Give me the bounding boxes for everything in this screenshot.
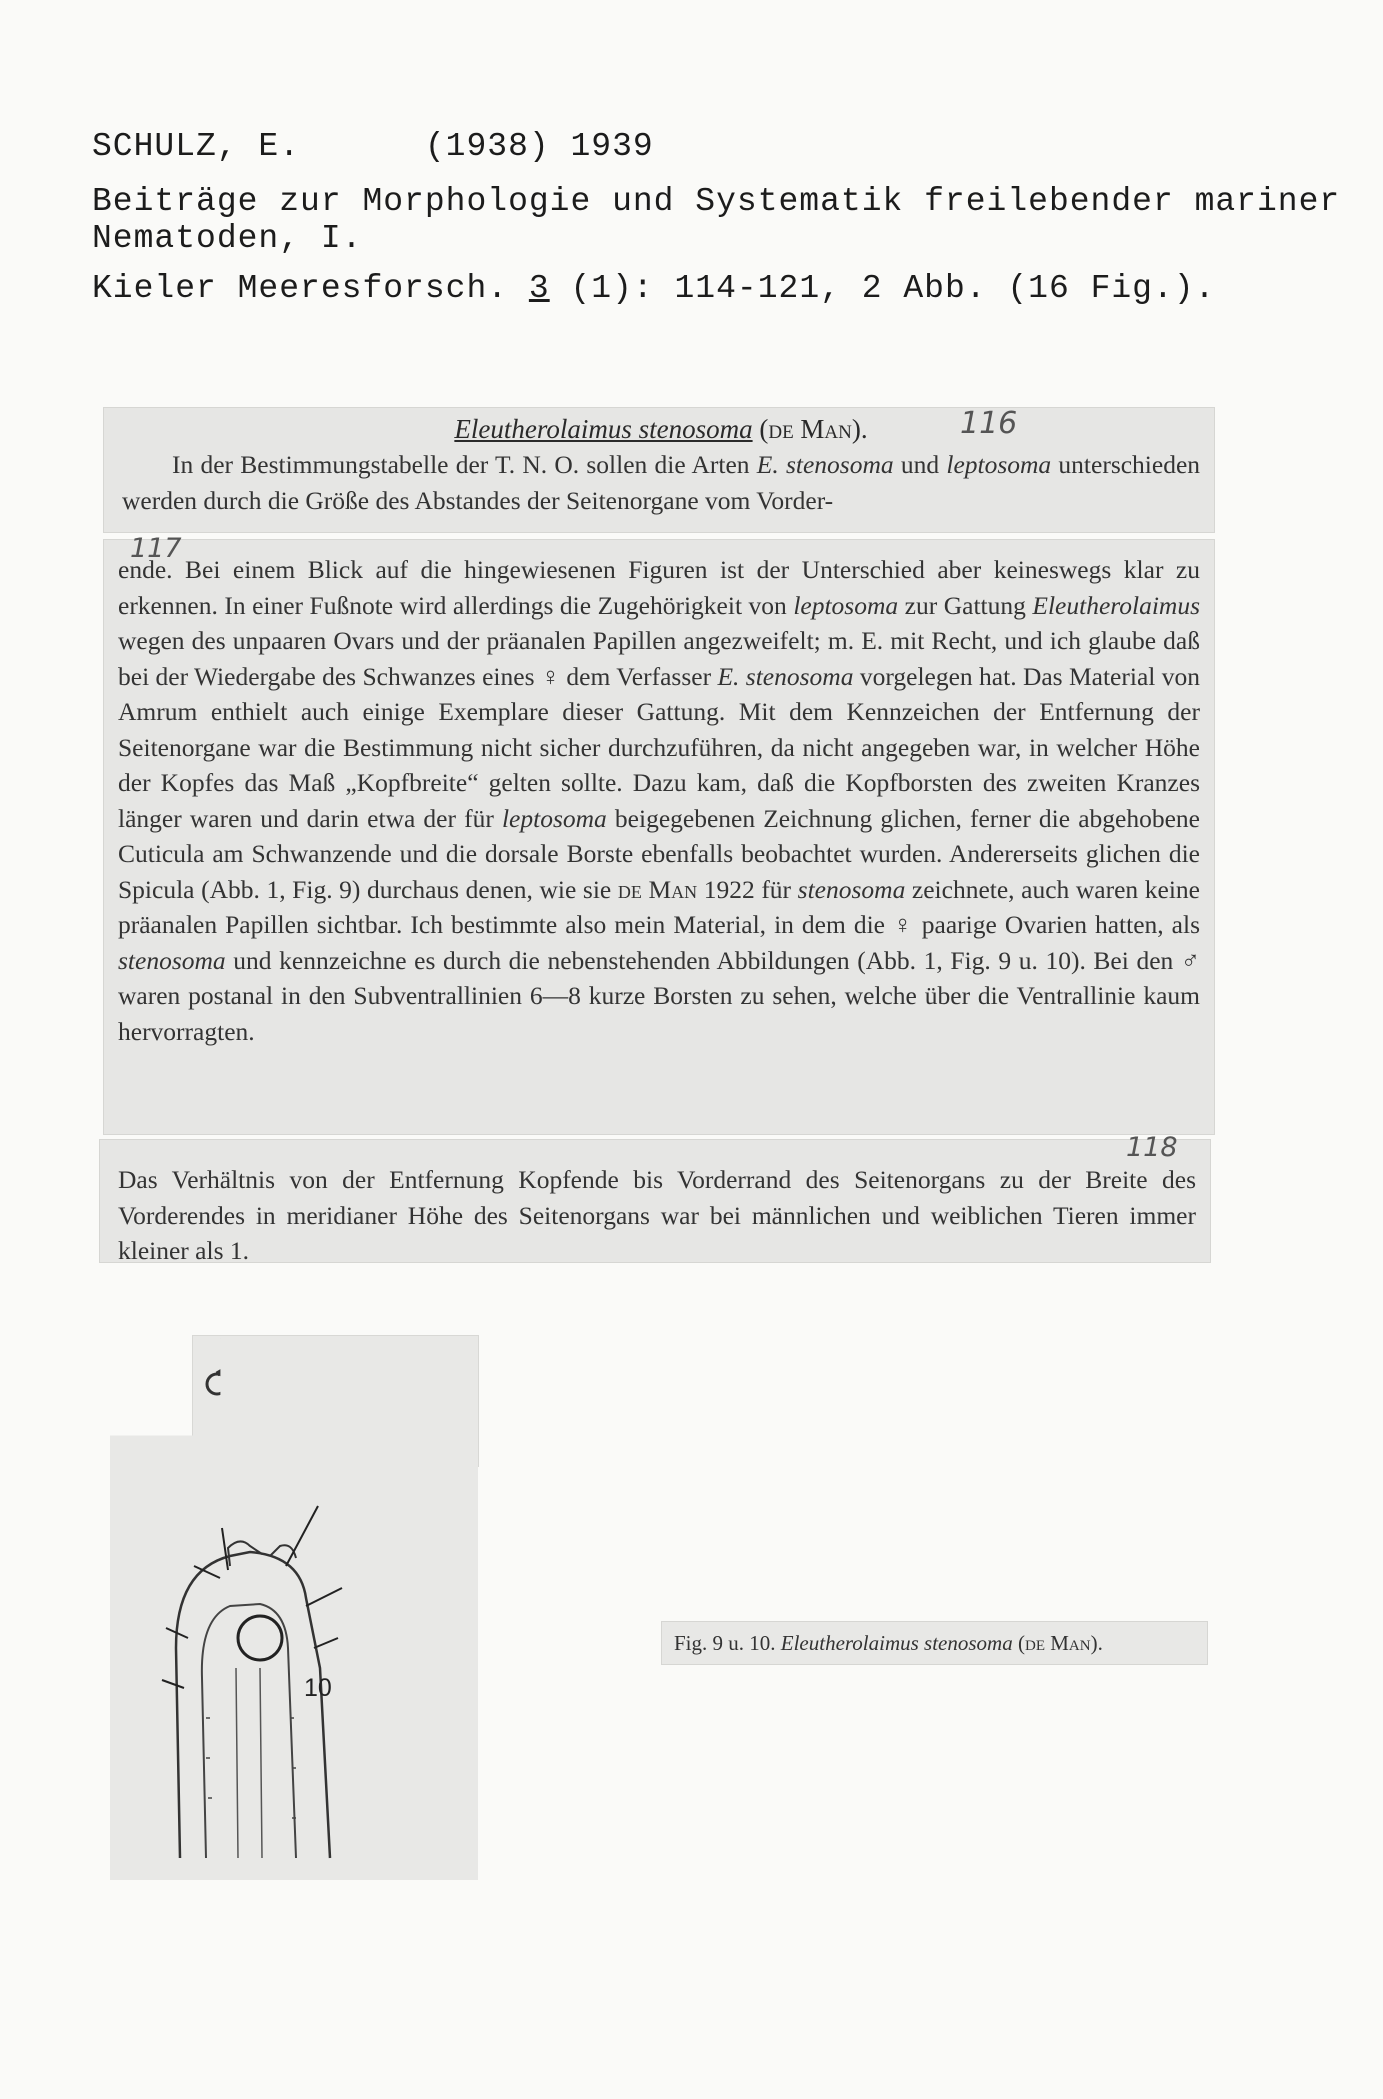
citation-title-line1: Beiträge zur Morphologie und Systematik freilebender mariner: [92, 183, 1341, 220]
citation-title-line2: Nematoden, I.: [92, 220, 363, 257]
citation-year: (1938) 1939: [424, 128, 654, 165]
figure-caption: Fig. 9 u. 10. Eleutherolaimus stenosoma (de Man).: [662, 1622, 1207, 1664]
paragraph-1-continued: ende. Bei einem Blick auf die hingewiesenen Figuren ist der Unterschied aber keineswegs klar zu erkennen. In einer Fußnote wird allerdings die Zugehörigkeit von leptosoma zur Gattung Eleutherolaimus wegen des unpaaren Ovars und der präanalen Papillen angezweifelt; m. E. mit Recht, und ich glaube daß bei der Wiedergabe des Schwanzes eines ♀ dem Verfasser E. stenosoma vorgelegen hat. Das Material von Amrum enthielt auch einige Exemplare dieser Gattung. Mit dem Kennzeichen der Entfernung der Seitenorgane war die Bestimmung nicht sicher durchzuführen, da nicht angegeben war, in welcher Höhe der Kopfes das Maß „Kopfbreite“ gelten sollte. Dazu kam, daß die Kopfborsten des zweiten Kranzes länger waren und darin etwa der für leptosoma beigegebenen Zeichnung glichen, ferner die abgehobene Cuticula am Schwanzende und die dorsale Borste ebenfalls beobachtet wurden. Andererseits glichen die Spicula (Abb. 1, Fig. 9) durchaus denen, wie sie de Man 1922 für stenosoma zeichnete, auch waren keine präanalen Papillen sichtbar. Ich bestimmte also mein Material, in dem die ♀ paarige Ovarien hatten, als stenosoma und kennzeichne es durch die nebenstehenden Abbildungen (Abb. 1, Fig. 9 u. 10). Bei den ♂ waren postanal in den Subventrallinien 6—8 kurze Borsten zu sehen, welche über die Ventrallinie kaum hervorragten.: [118, 555, 1200, 1046]
heading-species: Eleutherolaimus stenosoma: [454, 414, 753, 444]
journal-name: Kieler Meeresforsch.: [92, 270, 529, 307]
citation-journal: [92, 270, 1215, 307]
handwritten-page-116: 116: [960, 406, 1018, 441]
handwritten-page-117: 117: [130, 533, 182, 564]
citation-author: SCHULZ, E.: [92, 128, 301, 165]
paragraph-1-start: In der Bestimmungstabelle der T. N. O. sollen die Arten E. stenosoma und leptosoma unterschieden werden durch die Größe des Abstandes der Seitenorgane vom Vorder-: [122, 450, 1201, 515]
caption-species: Eleutherolaimus stenosoma: [780, 1631, 1013, 1655]
caption-author: de Man: [1024, 1631, 1091, 1655]
clipping-3: [100, 1140, 1210, 1265]
journal-pages: (1): 114-121, 2 Abb. (16 Fig.).: [549, 270, 1216, 307]
figure-10-box: [110, 1338, 478, 1880]
handwritten-page-118: 118: [1126, 1132, 1178, 1163]
citation-author-year: [92, 128, 654, 165]
section-heading: Eleutherolaimus stenosoma (de Man).: [454, 414, 868, 444]
figure-10-label: 10: [304, 1674, 332, 1702]
heading-author: de Man: [768, 414, 852, 444]
clipping-1: [104, 408, 1214, 532]
clipping-2: [104, 540, 1214, 1134]
paragraph-2: Das Verhältnis von der Entfernung Kopfende bis Vorderrand des Seitenorgans zu der Breite des Vorderendes in meridianer Höhe des Seitenorgans war bei männlichen und weiblichen Tieren immer kleiner als 1.: [118, 1165, 1196, 1265]
journal-volume: 3: [528, 270, 550, 307]
head-end-drawing: [110, 1338, 478, 1880]
